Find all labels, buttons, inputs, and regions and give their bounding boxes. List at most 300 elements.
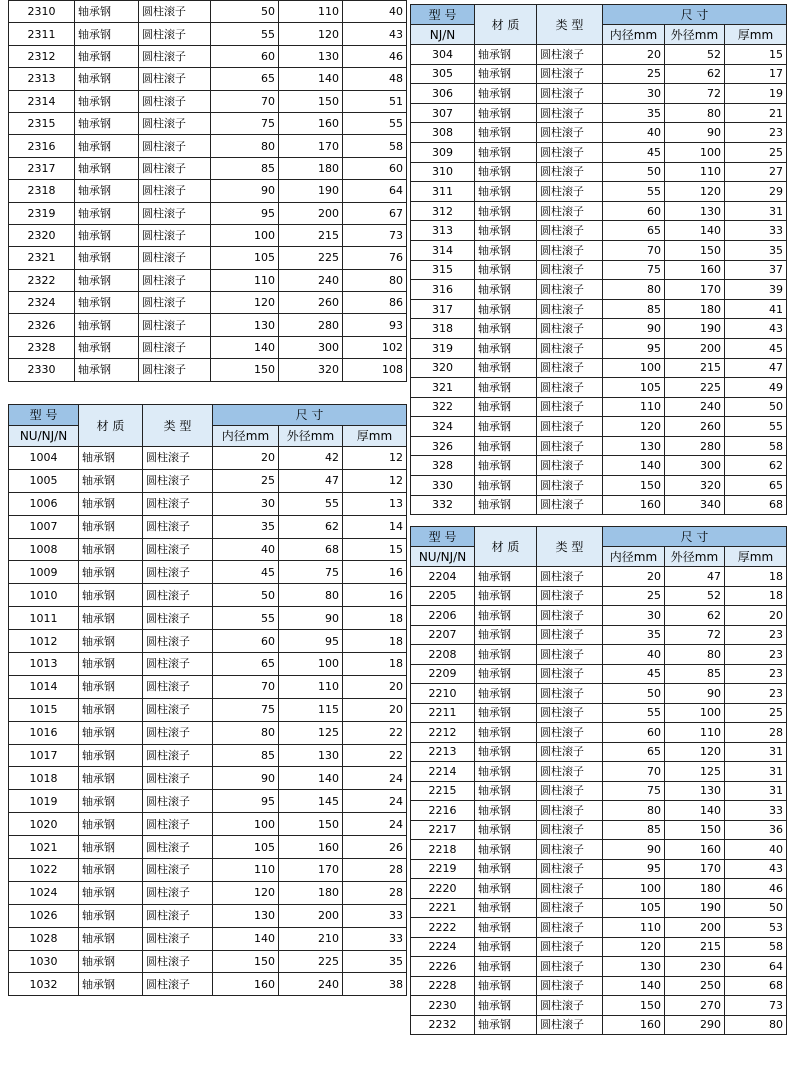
inner-cell: 150 [603, 476, 665, 496]
material-cell: 轴承钢 [475, 1015, 537, 1035]
type-cell: 圆柱滚子 [537, 723, 603, 743]
material-cell: 轴承钢 [475, 240, 537, 260]
model-cell: 2312 [9, 45, 75, 67]
table-row [9, 314, 407, 336]
thick-cell: 20 [343, 675, 407, 698]
inner-cell: 95 [603, 859, 665, 879]
type-cell: 圆柱滚子 [537, 586, 603, 606]
thick-cell: 67 [343, 202, 407, 224]
type-cell: 圆柱滚子 [143, 653, 213, 676]
outer-cell: 90 [279, 607, 343, 630]
type-cell: 圆柱滚子 [139, 336, 211, 358]
type-cell: 圆柱滚子 [537, 937, 603, 957]
type-cell: 圆柱滚子 [537, 436, 603, 456]
type-cell: 圆柱滚子 [537, 417, 603, 437]
table-row [9, 698, 407, 721]
outer-cell: 200 [665, 918, 725, 938]
inner-cell: 60 [603, 723, 665, 743]
table-row [9, 202, 407, 224]
model-cell: 306 [411, 84, 475, 104]
inner-cell: 160 [603, 495, 665, 515]
outer-cell: 170 [279, 859, 343, 882]
table-row [411, 162, 787, 182]
type-cell: 圆柱滚子 [537, 240, 603, 260]
material-cell: 轴承钢 [475, 937, 537, 957]
header-model: 型 号 [411, 527, 475, 547]
inner-cell: 60 [211, 45, 279, 67]
inner-cell: 30 [213, 492, 279, 515]
outer-cell: 170 [665, 280, 725, 300]
inner-cell: 70 [603, 240, 665, 260]
type-cell: 圆柱滚子 [139, 247, 211, 269]
inner-cell: 75 [211, 112, 279, 134]
type-cell: 圆柱滚子 [139, 45, 211, 67]
material-cell: 轴承钢 [475, 918, 537, 938]
thick-cell: 50 [725, 898, 787, 918]
model-cell: 314 [411, 240, 475, 260]
table-row [9, 904, 407, 927]
type-cell: 圆柱滚子 [537, 918, 603, 938]
type-cell: 圆柱滚子 [143, 675, 213, 698]
outer-cell: 85 [665, 664, 725, 684]
outer-cell: 200 [279, 904, 343, 927]
type-cell: 圆柱滚子 [537, 378, 603, 398]
thick-cell: 47 [725, 358, 787, 378]
table-row [9, 767, 407, 790]
model-cell: 332 [411, 495, 475, 515]
outer-cell: 110 [279, 675, 343, 698]
thick-cell: 80 [725, 1015, 787, 1035]
table-row [411, 937, 787, 957]
inner-cell: 75 [603, 260, 665, 280]
outer-cell: 125 [279, 721, 343, 744]
material-cell: 轴承钢 [75, 68, 139, 90]
inner-cell: 60 [213, 630, 279, 653]
inner-cell: 85 [603, 299, 665, 319]
model-cell: 1017 [9, 744, 79, 767]
material-cell: 轴承钢 [475, 879, 537, 899]
material-cell: 轴承钢 [75, 1, 139, 23]
outer-cell: 180 [665, 299, 725, 319]
inner-cell: 150 [603, 996, 665, 1016]
type-cell: 圆柱滚子 [143, 836, 213, 859]
model-cell: 2320 [9, 224, 75, 246]
thick-cell: 48 [343, 68, 407, 90]
inner-cell: 45 [603, 664, 665, 684]
thick-cell: 108 [343, 359, 407, 381]
type-cell: 圆柱滚子 [537, 976, 603, 996]
model-cell: 2226 [411, 957, 475, 977]
outer-cell: 72 [665, 84, 725, 104]
inner-cell: 85 [213, 744, 279, 767]
type-cell: 圆柱滚子 [143, 721, 213, 744]
outer-cell: 130 [279, 45, 343, 67]
inner-cell: 55 [211, 23, 279, 45]
table-row [9, 1, 407, 23]
inner-cell: 110 [213, 859, 279, 882]
model-cell: 322 [411, 397, 475, 417]
outer-cell: 160 [665, 840, 725, 860]
thick-cell: 60 [343, 157, 407, 179]
thick-cell: 73 [343, 224, 407, 246]
type-cell: 圆柱滚子 [537, 338, 603, 358]
outer-cell: 62 [279, 515, 343, 538]
thick-cell: 58 [725, 937, 787, 957]
table-row [411, 567, 787, 587]
outer-cell: 240 [665, 397, 725, 417]
type-cell: 圆柱滚子 [537, 397, 603, 417]
outer-cell: 100 [665, 142, 725, 162]
thick-cell: 43 [343, 23, 407, 45]
bearing-table-3xx [410, 4, 787, 515]
thick-cell: 39 [725, 280, 787, 300]
table-row [411, 1015, 787, 1035]
table-row [9, 90, 407, 112]
table-row [411, 397, 787, 417]
model-cell: 2216 [411, 801, 475, 821]
material-cell: 轴承钢 [475, 703, 537, 723]
thick-cell: 50 [725, 397, 787, 417]
material-cell: 轴承钢 [79, 538, 143, 561]
type-cell: 圆柱滚子 [143, 904, 213, 927]
table-row [9, 247, 407, 269]
table-row [9, 950, 407, 973]
model-cell: 1026 [9, 904, 79, 927]
type-cell: 圆柱滚子 [143, 950, 213, 973]
model-cell: 2207 [411, 625, 475, 645]
header-type: 类 型 [537, 5, 603, 45]
model-cell: 2328 [9, 336, 75, 358]
inner-cell: 40 [213, 538, 279, 561]
type-cell: 圆柱滚子 [537, 221, 603, 241]
material-cell: 轴承钢 [79, 744, 143, 767]
material-cell: 轴承钢 [75, 23, 139, 45]
inner-cell: 110 [603, 397, 665, 417]
material-cell: 轴承钢 [79, 721, 143, 744]
inner-cell: 130 [603, 957, 665, 977]
outer-cell: 120 [665, 182, 725, 202]
type-cell: 圆柱滚子 [537, 859, 603, 879]
bearing-table-23xx [8, 0, 407, 382]
table-row [411, 436, 787, 456]
header-thick: 厚mm [725, 25, 787, 45]
outer-cell: 80 [665, 645, 725, 665]
material-cell: 轴承钢 [79, 904, 143, 927]
material-cell: 轴承钢 [475, 397, 537, 417]
type-cell: 圆柱滚子 [537, 840, 603, 860]
table-row [411, 645, 787, 665]
type-cell: 圆柱滚子 [139, 359, 211, 381]
model-cell: 2322 [9, 269, 75, 291]
table-row [411, 840, 787, 860]
table-body [9, 1, 407, 382]
model-cell: 2218 [411, 840, 475, 860]
thick-cell: 22 [343, 744, 407, 767]
model-cell: 1015 [9, 698, 79, 721]
inner-cell: 160 [213, 973, 279, 996]
model-cell: 2315 [9, 112, 75, 134]
thick-cell: 64 [343, 180, 407, 202]
material-cell: 轴承钢 [475, 840, 537, 860]
outer-cell: 215 [665, 937, 725, 957]
outer-cell: 225 [665, 378, 725, 398]
inner-cell: 50 [211, 1, 279, 23]
outer-cell: 62 [665, 64, 725, 84]
inner-cell: 40 [603, 645, 665, 665]
inner-cell: 70 [211, 90, 279, 112]
table-row [9, 813, 407, 836]
outer-cell: 160 [279, 836, 343, 859]
table-row [9, 292, 407, 314]
outer-cell: 340 [665, 495, 725, 515]
type-cell: 圆柱滚子 [139, 180, 211, 202]
model-cell: 2321 [9, 247, 75, 269]
inner-cell: 120 [213, 881, 279, 904]
model-cell: 321 [411, 378, 475, 398]
table-row [411, 182, 787, 202]
table-row [9, 744, 407, 767]
table-row [411, 201, 787, 221]
model-cell: 2206 [411, 606, 475, 626]
thick-cell: 43 [725, 319, 787, 339]
inner-cell: 120 [211, 292, 279, 314]
thick-cell: 27 [725, 162, 787, 182]
material-cell: 轴承钢 [79, 515, 143, 538]
type-cell: 圆柱滚子 [139, 224, 211, 246]
model-cell: 317 [411, 299, 475, 319]
header-thick: 厚mm [343, 426, 407, 447]
table-row [411, 742, 787, 762]
header-model: 型 号 [9, 405, 79, 426]
thick-cell: 62 [725, 456, 787, 476]
table-body [411, 45, 787, 515]
inner-cell: 90 [603, 840, 665, 860]
outer-cell: 150 [665, 820, 725, 840]
header-material: 材 质 [475, 527, 537, 567]
inner-cell: 120 [603, 417, 665, 437]
outer-cell: 62 [665, 606, 725, 626]
header-inner: 内径mm [603, 25, 665, 45]
model-cell: 2219 [411, 859, 475, 879]
type-cell: 圆柱滚子 [143, 927, 213, 950]
type-cell: 圆柱滚子 [139, 112, 211, 134]
model-cell: 2220 [411, 879, 475, 899]
inner-cell: 140 [211, 336, 279, 358]
thick-cell: 86 [343, 292, 407, 314]
material-cell: 轴承钢 [79, 836, 143, 859]
type-cell: 圆柱滚子 [537, 123, 603, 143]
inner-cell: 65 [603, 742, 665, 762]
type-cell: 圆柱滚子 [537, 1015, 603, 1035]
thick-cell: 17 [725, 64, 787, 84]
thick-cell: 24 [343, 813, 407, 836]
table-row [9, 790, 407, 813]
thick-cell: 102 [343, 336, 407, 358]
inner-cell: 65 [603, 221, 665, 241]
inner-cell: 50 [213, 584, 279, 607]
material-cell: 轴承钢 [475, 338, 537, 358]
inner-cell: 105 [213, 836, 279, 859]
type-cell: 圆柱滚子 [139, 68, 211, 90]
model-cell: 1021 [9, 836, 79, 859]
outer-cell: 230 [665, 957, 725, 977]
material-cell: 轴承钢 [475, 456, 537, 476]
model-cell: 310 [411, 162, 475, 182]
thick-cell: 16 [343, 584, 407, 607]
inner-cell: 100 [211, 224, 279, 246]
table-row [9, 721, 407, 744]
model-cell: 2318 [9, 180, 75, 202]
outer-cell: 95 [279, 630, 343, 653]
inner-cell: 110 [603, 918, 665, 938]
material-cell: 轴承钢 [475, 436, 537, 456]
model-cell: 2317 [9, 157, 75, 179]
material-cell: 轴承钢 [475, 801, 537, 821]
model-cell: 1012 [9, 630, 79, 653]
header-material: 材 质 [79, 405, 143, 447]
thick-cell: 28 [343, 859, 407, 882]
thick-cell: 15 [343, 538, 407, 561]
type-cell: 圆柱滚子 [143, 561, 213, 584]
thick-cell: 80 [343, 269, 407, 291]
type-cell: 圆柱滚子 [537, 742, 603, 762]
header-dims: 尺 寸 [603, 5, 787, 25]
type-cell: 圆柱滚子 [537, 299, 603, 319]
type-cell: 圆柱滚子 [143, 447, 213, 470]
table-row [411, 319, 787, 339]
table-row [9, 584, 407, 607]
thick-cell: 31 [725, 781, 787, 801]
material-cell: 轴承钢 [475, 996, 537, 1016]
type-cell: 圆柱滚子 [143, 469, 213, 492]
type-cell: 圆柱滚子 [537, 703, 603, 723]
outer-cell: 210 [279, 927, 343, 950]
table-row [411, 586, 787, 606]
material-cell: 轴承钢 [475, 567, 537, 587]
type-cell: 圆柱滚子 [537, 260, 603, 280]
inner-cell: 140 [603, 456, 665, 476]
type-cell: 圆柱滚子 [537, 456, 603, 476]
thick-cell: 55 [725, 417, 787, 437]
type-cell: 圆柱滚子 [139, 157, 211, 179]
table-row [411, 879, 787, 899]
table-row [411, 103, 787, 123]
outer-cell: 120 [665, 742, 725, 762]
type-cell: 圆柱滚子 [537, 142, 603, 162]
table-row [411, 456, 787, 476]
model-cell: 330 [411, 476, 475, 496]
material-cell: 轴承钢 [475, 859, 537, 879]
outer-cell: 270 [665, 996, 725, 1016]
table-row [411, 240, 787, 260]
model-cell: 1008 [9, 538, 79, 561]
inner-cell: 30 [603, 84, 665, 104]
outer-cell: 200 [279, 202, 343, 224]
header-series: NU/NJ/N [411, 547, 475, 567]
material-cell: 轴承钢 [475, 221, 537, 241]
inner-cell: 70 [213, 675, 279, 698]
table-row [411, 280, 787, 300]
inner-cell: 140 [603, 976, 665, 996]
material-cell: 轴承钢 [475, 84, 537, 104]
type-cell: 圆柱滚子 [139, 202, 211, 224]
table-row [9, 359, 407, 381]
type-cell: 圆柱滚子 [143, 607, 213, 630]
type-cell: 圆柱滚子 [537, 996, 603, 1016]
type-cell: 圆柱滚子 [537, 606, 603, 626]
outer-cell: 190 [279, 180, 343, 202]
thick-cell: 46 [343, 45, 407, 67]
thick-cell: 33 [725, 801, 787, 821]
model-cell: 318 [411, 319, 475, 339]
inner-cell: 60 [603, 201, 665, 221]
model-cell: 315 [411, 260, 475, 280]
outer-cell: 215 [279, 224, 343, 246]
type-cell: 圆柱滚子 [143, 584, 213, 607]
outer-cell: 47 [279, 469, 343, 492]
thick-cell: 31 [725, 201, 787, 221]
outer-cell: 90 [665, 123, 725, 143]
material-cell: 轴承钢 [475, 280, 537, 300]
outer-cell: 200 [665, 338, 725, 358]
model-cell: 2208 [411, 645, 475, 665]
header-inner: 内径mm [213, 426, 279, 447]
type-cell: 圆柱滚子 [537, 182, 603, 202]
inner-cell: 95 [213, 790, 279, 813]
thick-cell: 18 [343, 653, 407, 676]
model-cell: 319 [411, 338, 475, 358]
outer-cell: 110 [665, 723, 725, 743]
inner-cell: 100 [603, 879, 665, 899]
inner-cell: 105 [603, 378, 665, 398]
header-series: NU/NJ/N [9, 426, 79, 447]
table-row [9, 927, 407, 950]
type-cell: 圆柱滚子 [537, 495, 603, 515]
table-row [9, 45, 407, 67]
model-cell: 305 [411, 64, 475, 84]
table-row [9, 23, 407, 45]
table-row [9, 653, 407, 676]
thick-cell: 23 [725, 664, 787, 684]
type-cell: 圆柱滚子 [537, 162, 603, 182]
model-cell: 1014 [9, 675, 79, 698]
material-cell: 轴承钢 [475, 64, 537, 84]
outer-cell: 190 [665, 898, 725, 918]
inner-cell: 65 [213, 653, 279, 676]
thick-cell: 45 [725, 338, 787, 358]
table-row [9, 561, 407, 584]
thick-cell: 35 [725, 240, 787, 260]
header-thick: 厚mm [725, 547, 787, 567]
thick-cell: 26 [343, 836, 407, 859]
thick-cell: 24 [343, 767, 407, 790]
table-row [411, 84, 787, 104]
type-cell: 圆柱滚子 [139, 1, 211, 23]
inner-cell: 75 [213, 698, 279, 721]
thick-cell: 33 [725, 221, 787, 241]
model-cell: 2224 [411, 937, 475, 957]
outer-cell: 140 [279, 68, 343, 90]
table-row [411, 762, 787, 782]
material-cell: 轴承钢 [79, 561, 143, 584]
thick-cell: 51 [343, 90, 407, 112]
inner-cell: 25 [603, 64, 665, 84]
material-cell: 轴承钢 [79, 698, 143, 721]
bearing-table-22xx [410, 526, 787, 1035]
inner-cell: 50 [603, 684, 665, 704]
table-row [411, 495, 787, 515]
table-row [9, 973, 407, 996]
